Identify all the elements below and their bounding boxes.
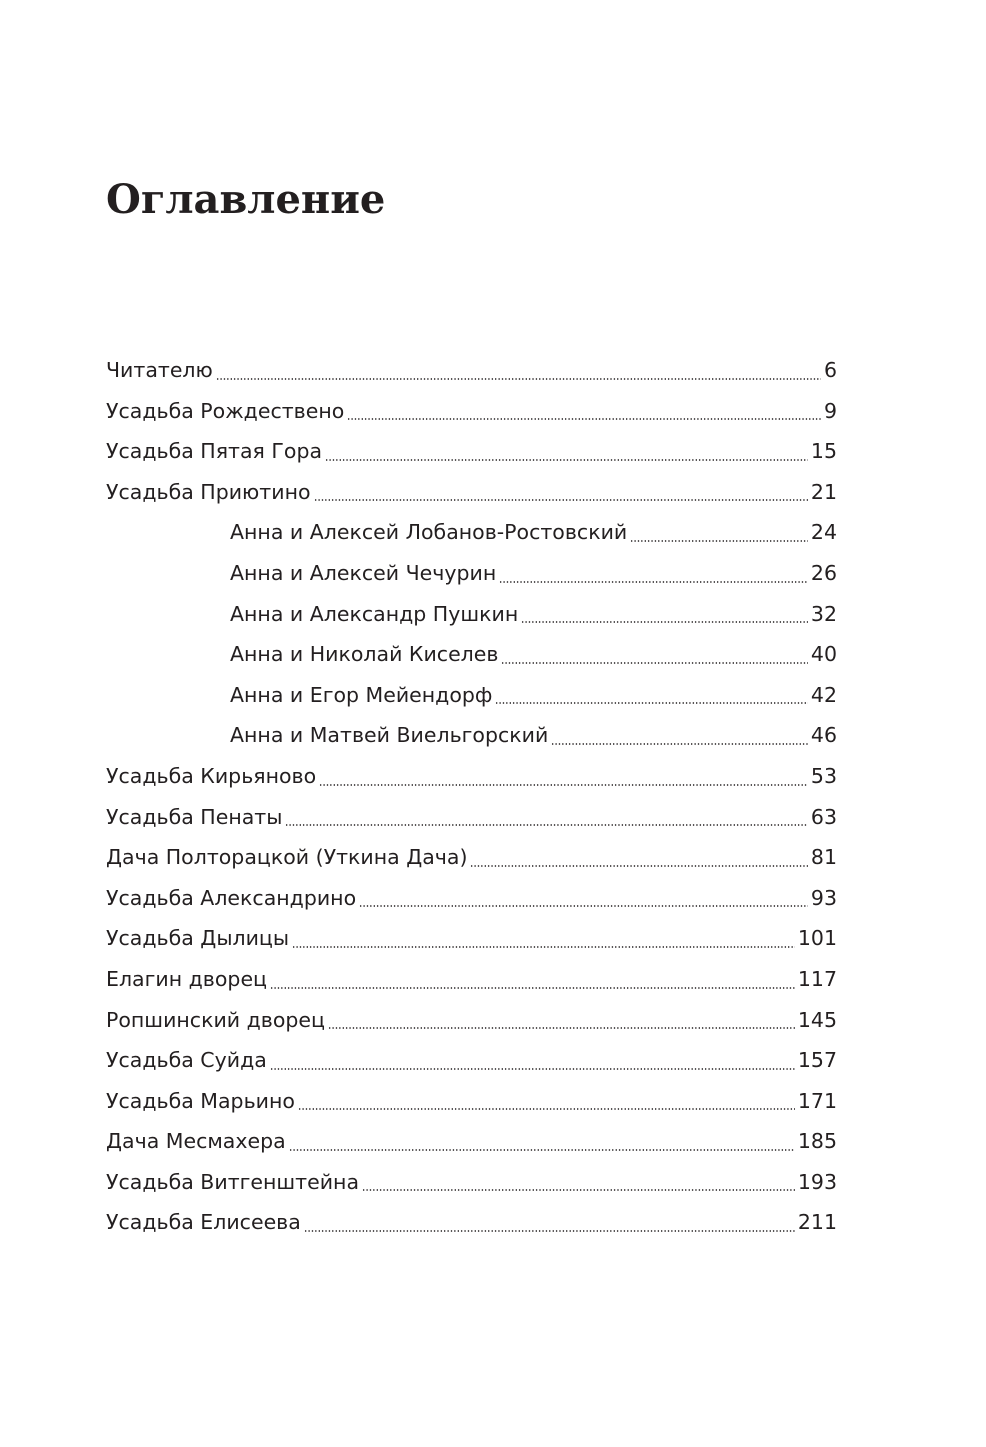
toc-entry-page-number: 193	[797, 1169, 837, 1194]
toc-entry-title: Елагин дворец	[106, 966, 268, 991]
toc-entry	[106, 675, 837, 716]
toc-entry-title: Читателю	[106, 358, 213, 382]
toc-entry-page-number: 26	[810, 560, 837, 585]
toc-leader-dots	[270, 959, 795, 1000]
toc-leader-dots	[551, 715, 808, 756]
toc-entry-title: Усадьба Пятая Гора	[106, 439, 323, 464]
toc-entry-page-number: 145	[797, 1007, 837, 1032]
toc-entry	[106, 797, 837, 838]
toc-entry-title: Усадьба Витгенштейна	[106, 1169, 360, 1194]
toc-entry-page-number: 185	[797, 1129, 837, 1154]
toc-entry-title: Анна и Николай Киселев	[230, 642, 499, 667]
toc-leader-dots	[325, 431, 808, 472]
toc-entry-title: Усадьба Рождествено	[106, 398, 345, 423]
toc-entry	[106, 512, 837, 553]
toc-leader-dots	[630, 512, 808, 553]
toc-entry-page-number: 24	[810, 520, 837, 545]
toc-entry	[106, 1162, 837, 1203]
toc-entry	[106, 391, 837, 432]
toc-leader-dots	[328, 1000, 795, 1041]
toc-leader-dots	[292, 918, 795, 959]
toc-leader-dots	[314, 472, 808, 513]
toc-entry-title: Анна и Егор Мейендорф	[230, 682, 493, 707]
toc-entry-title: Анна и Алексей Чечурин	[230, 560, 497, 585]
toc-entry	[106, 1121, 837, 1162]
table-of-contents	[106, 350, 837, 1243]
toc-leader-dots	[362, 1162, 795, 1203]
toc-entry-page-number: 117	[797, 966, 837, 991]
toc-entry-title: Усадьба Дылицы	[106, 926, 290, 951]
toc-leader-dots	[359, 878, 808, 919]
toc-leader-dots	[501, 634, 807, 675]
toc-leader-dots	[270, 1040, 795, 1081]
toc-entry-page-number: 63	[810, 804, 837, 829]
toc-entry-page-number: 53	[810, 763, 837, 788]
toc-entry-page-number: 15	[810, 439, 837, 464]
toc-entry-title: Анна и Матвей Виельгорский	[230, 723, 549, 748]
toc-leader-dots	[470, 837, 807, 878]
toc-entry-page-number: 42	[810, 682, 837, 707]
toc-entry-page-number: 9	[823, 398, 837, 423]
toc-entry	[106, 1202, 837, 1243]
toc-entry	[106, 1081, 837, 1122]
toc-leader-dots	[285, 797, 807, 838]
toc-entry	[106, 594, 837, 635]
toc-entry-page-number: 21	[810, 479, 837, 504]
toc-entry	[106, 634, 837, 675]
toc-entry	[106, 553, 837, 594]
toc-entry	[106, 1000, 837, 1041]
toc-entry-page-number: 6	[823, 358, 837, 382]
toc-leader-dots	[521, 594, 808, 635]
toc-entry	[106, 756, 837, 797]
toc-entry-title: Усадьба Елисеева	[106, 1210, 301, 1235]
toc-entry	[106, 837, 837, 878]
toc-entry	[106, 715, 837, 756]
toc-entry-title: Усадьба Приютино	[106, 479, 311, 504]
toc-leader-dots	[499, 553, 808, 594]
toc-entry	[106, 959, 837, 1000]
toc-entry-title: Дача Месмахера	[106, 1129, 286, 1154]
toc-entry-page-number: 157	[797, 1048, 837, 1073]
page-title: Оглавление	[106, 176, 386, 223]
toc-entry-page-number: 101	[797, 926, 837, 951]
toc-leader-dots	[298, 1081, 795, 1122]
toc-leader-dots	[216, 350, 821, 391]
toc-entry-page-number: 171	[797, 1088, 837, 1113]
toc-entry-title: Анна и Алексей Лобанов-Ростовский	[230, 520, 628, 545]
toc-entry-title: Дача Полторацкой (Уткина Дача)	[106, 845, 468, 870]
toc-entry-title: Усадьба Марьино	[106, 1088, 295, 1113]
toc-entry	[106, 1040, 837, 1081]
toc-entry-page-number: 40	[810, 642, 837, 667]
toc-entry-title: Усадьба Кирьяново	[106, 763, 317, 788]
toc-entry-title: Анна и Александр Пушкин	[230, 601, 519, 626]
toc-entry-title: Усадьба Пенаты	[106, 804, 283, 829]
toc-entry	[106, 878, 837, 919]
toc-entry-page-number: 93	[810, 885, 837, 910]
toc-leader-dots	[495, 675, 807, 716]
toc-entry-title: Усадьба Суйда	[106, 1048, 267, 1073]
toc-leader-dots	[319, 756, 808, 797]
toc-entry-page-number: 211	[797, 1210, 837, 1235]
toc-entry-page-number: 81	[810, 845, 837, 870]
toc-entry	[106, 472, 837, 513]
toc-entry	[106, 350, 837, 391]
toc-entry-page-number: 46	[810, 723, 837, 748]
toc-leader-dots	[304, 1202, 795, 1243]
toc-entry-title: Усадьба Александрино	[106, 885, 357, 910]
toc-entry	[106, 431, 837, 472]
toc-leader-dots	[347, 391, 821, 432]
toc-entry-page-number: 32	[810, 601, 837, 626]
toc-entry-title: Ропшинский дворец	[106, 1007, 325, 1032]
toc-entry	[106, 918, 837, 959]
toc-leader-dots	[289, 1121, 795, 1162]
